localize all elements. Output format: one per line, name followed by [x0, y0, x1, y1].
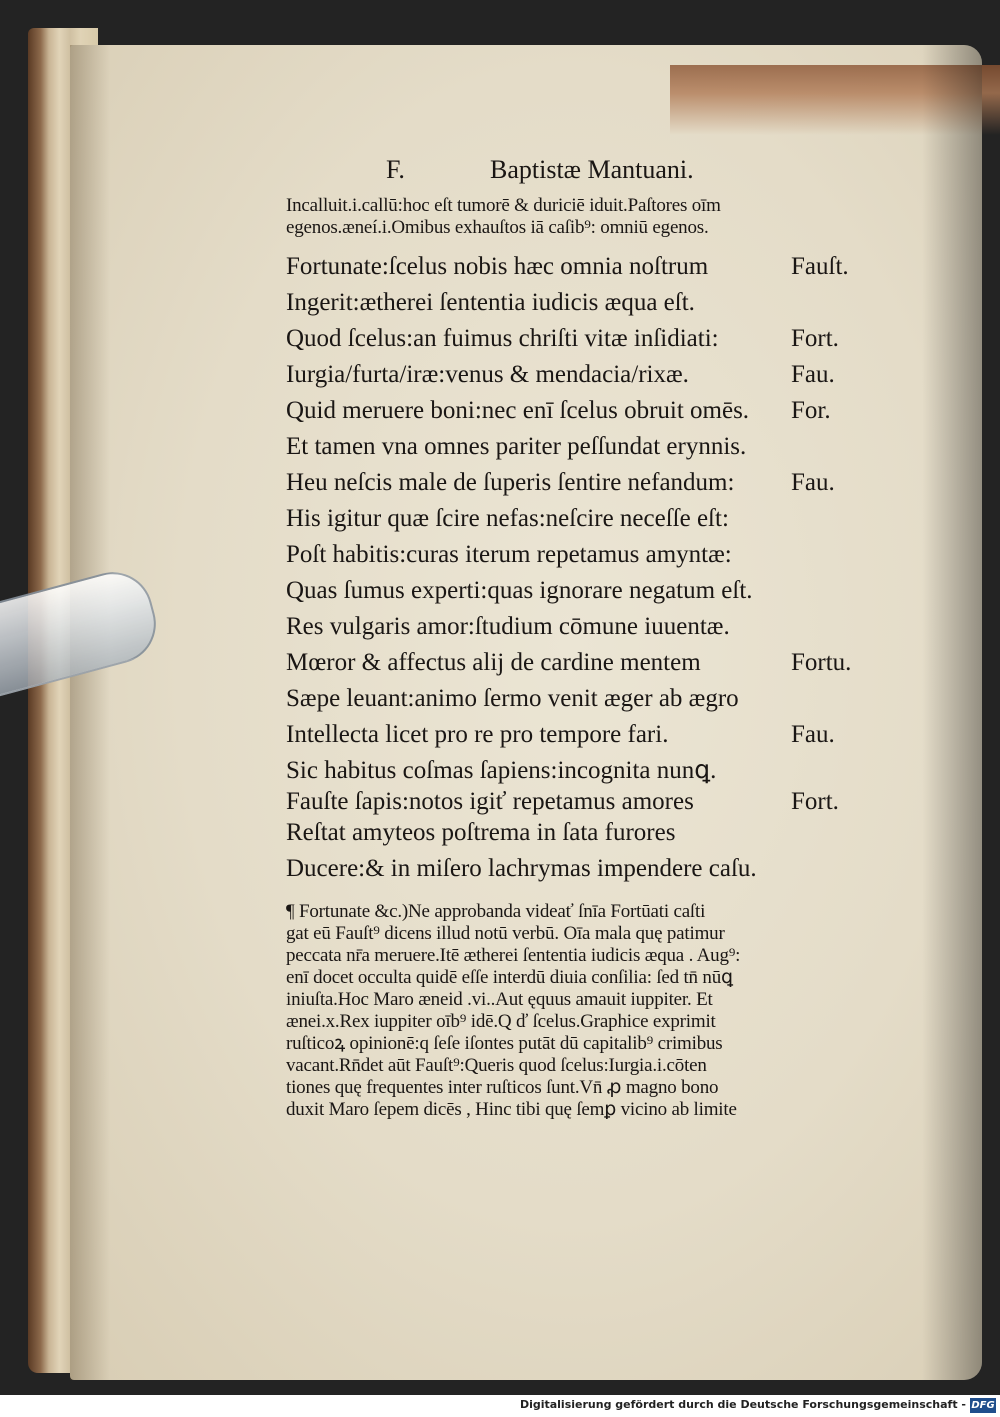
verse-line	[286, 609, 886, 645]
verse-text: Quid meruere boni:nec enī ſcelus obruit omēs.	[286, 397, 750, 424]
speaker-label: Fort.	[791, 325, 839, 352]
commentary-line: Incalluit.i.callū:hoc eſt tumorē & duriciē iduit.Paſtores oīm	[286, 195, 721, 216]
verse-text: Poſt habitis:curas iterum repetamus amyntæ:	[286, 541, 732, 568]
dfg-logo: DFG	[971, 1400, 995, 1411]
speaker-label: For.	[791, 397, 831, 424]
verse-line	[286, 249, 886, 285]
verse-text: Ducere:& in miſero lachrymas impendere caſu.	[286, 855, 757, 882]
verse-line	[286, 645, 886, 681]
verse-line	[286, 357, 886, 393]
commentary-line: peccata nr̄a meruere.Itē ætherei ſententia iudicis æqua . Aug⁹:	[286, 945, 741, 966]
speaker-label: Fauſt.	[791, 253, 849, 280]
speaker-label: Fortu.	[791, 649, 852, 676]
verse-text: Mœror & affectus alij de cardine mentem	[286, 649, 701, 676]
commentary-line: gat eū Fauſt⁹ dicens illud notū verbū. Oīa mala quę patimur	[286, 923, 725, 944]
verse-line	[286, 681, 886, 717]
verse-text: Heu neſcis male de ſuperis ſentire nefandum:	[286, 469, 735, 496]
signature-mark: F.	[386, 155, 405, 184]
commentary-bottom	[286, 901, 886, 1121]
funding-credit: Digitalisierung gefördert durch die Deutsche Forschungsgemeinschaft -	[519, 1398, 966, 1411]
commentary-line: egenos.æneí.i.Omibus exhauſtos iā caſib⁹: omniū egenos.	[286, 217, 709, 238]
page-gutter-shadow	[922, 45, 982, 1380]
speaker-label: Fau.	[791, 721, 835, 748]
verse-line	[286, 789, 886, 815]
verse-text: Reſtat amyteos poſtrema in ſata furores	[286, 819, 676, 846]
verse-line	[286, 501, 886, 537]
verse-text: Quod ſcelus:an fuimus chriſti vitæ inſidiati:	[286, 325, 719, 352]
verse-block	[286, 249, 886, 887]
running-title: Baptistæ Mantuani.	[490, 155, 694, 184]
verse-text: Fortunate:ſcelus nobis hæc omnia noſtrum	[286, 253, 709, 280]
verse-text: Et tamen vna omnes pariter peſſundat erynnis.	[286, 433, 747, 460]
verse-line	[286, 465, 886, 501]
verse-line	[286, 815, 886, 851]
speaker-label: Fau.	[791, 361, 835, 388]
verse-text: Quas ſumus experti:quas ignorare negatum eſt.	[286, 577, 753, 604]
commentary-line: ruſticoꝝ opinionē:q ſeſe iſontes putāt dū capitalib⁹ crimibus	[286, 1033, 723, 1054]
page-left-shadow	[70, 45, 110, 1380]
speaker-label: Fau.	[791, 469, 835, 496]
commentary-line: duxit Maro ſepem dicēs , Hinc tibi quę ſemꝑ vicino ab limite	[286, 1099, 737, 1120]
verse-line	[286, 573, 886, 609]
verse-text: Intellecta licet pro re pro tempore fari.	[286, 721, 669, 748]
verse-text: Iurgia/furta/iræ:venus & mendacia/rixæ.	[286, 361, 689, 388]
verse-line	[286, 285, 886, 321]
verse-line	[286, 537, 886, 573]
commentary-line: ¶ Fortunate &c.)Ne approbanda videať ſnīa Fortūati caſti	[286, 901, 706, 922]
verse-text: Sæpe leuant:animo ſermo venit æger ab ægro	[286, 685, 739, 712]
commentary-top	[286, 195, 886, 239]
verse-line	[286, 753, 886, 789]
verse-text: Fauſte ſapis:notos igiť repetamus amores	[286, 788, 694, 815]
verse-line	[286, 321, 886, 357]
commentary-line: enī docet occulta quidē eſſe interdū diuia conſilia: ſed tn̄ nūꝗ	[286, 967, 733, 988]
commentary-line: vacant.Rn̄det aūt Fauſt⁹:Queris quod ſcelus:Iurgia.i.cōten	[286, 1055, 707, 1076]
speaker-label: Fort.	[791, 788, 839, 815]
commentary-line: tiones quę frequentes inter ruſticos ſunt.Vn̄ ꝓ magno bono	[286, 1077, 719, 1098]
commentary-line: iniuſta.Hoc Maro æneid .vi..Aut ęquus amauit iuppiter. Et	[286, 989, 713, 1010]
verse-line	[286, 393, 886, 429]
verse-text: Ingerit:ætherei ſententia iudicis æqua eſt.	[286, 289, 695, 316]
running-head	[286, 155, 886, 195]
footer-bar	[0, 1395, 1000, 1417]
verse-text: Res vulgaris amor:ſtudium cōmune iuuentæ.	[286, 613, 730, 640]
verse-line	[286, 429, 886, 465]
verse-text: Sic habitus coſmas ſapiens:incognita nunꝗ.	[286, 757, 717, 784]
verse-text: His igitur quæ ſcire nefas:neſcire neceſſe eſt:	[286, 505, 729, 532]
verse-line	[286, 717, 886, 753]
page-text	[286, 155, 886, 1121]
commentary-line: ænei.x.Rex iuppiter oīb⁹ idē.Q ď ſcelus.Graphice exprimit	[286, 1011, 716, 1032]
verse-line	[286, 851, 886, 887]
